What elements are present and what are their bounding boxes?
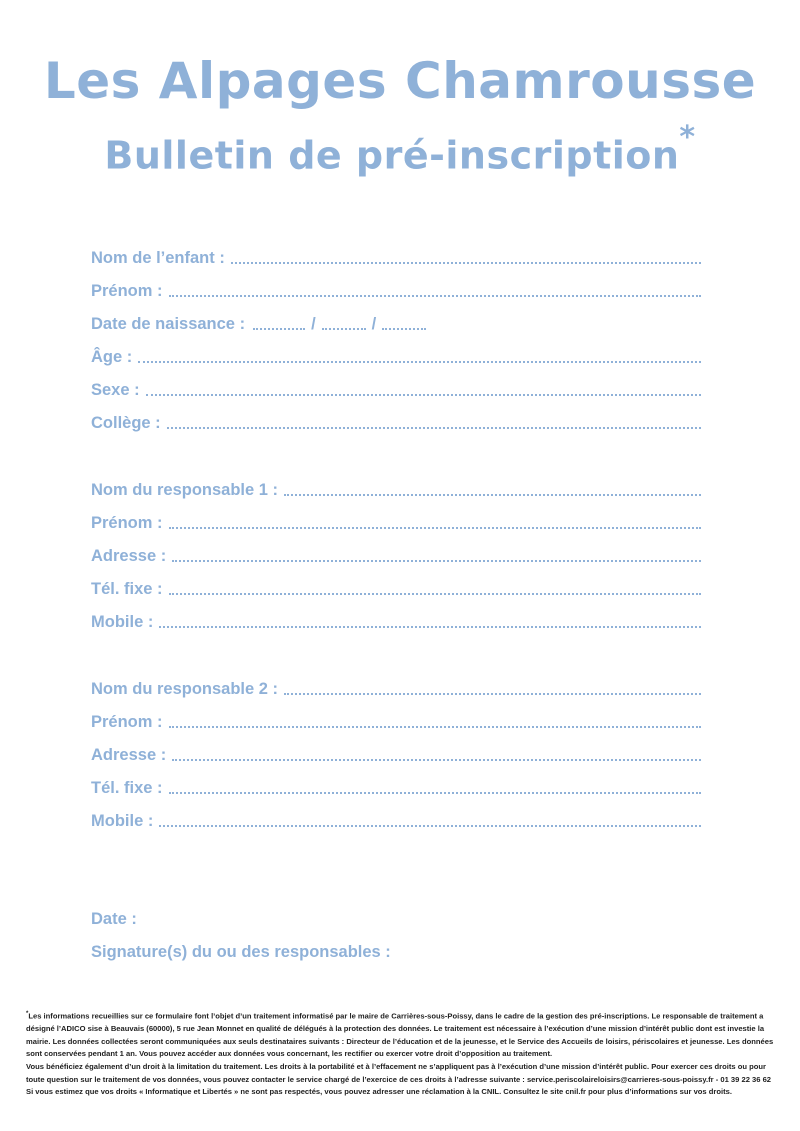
resp1-firstname-label: Prénom :	[91, 514, 163, 532]
resp1-phone-label: Tél. fixe :	[91, 580, 163, 598]
sex-field[interactable]	[91, 378, 701, 400]
footnote-paragraph-3: Si vous estimez que vos droits « Informatique et Libertés » ne sont pas respectés, vous pouvez adresser une réclamation à la CNIL. Consultez le site cnil.fr pour plus d’informations sur vos droits.	[26, 1087, 732, 1097]
child-name-label: Nom de l’enfant :	[91, 249, 225, 267]
resp2-mobile-field[interactable]	[91, 809, 701, 831]
resp1-name-field[interactable]	[91, 478, 701, 500]
page-subtitle	[0, 120, 800, 178]
resp2-phone-line[interactable]	[169, 787, 701, 794]
footnote-paragraph-2: Vous bénéficiez également d’un droit à la limitation du traitement. Les droits à la portabilité et à l’effacement ne s’appliquent pas à l’exécution d’une mission d’intérêt public. Pour exercer ces droits ou pour toute question sur le traitement de vos données, vous pouvez contacter le service chargé de l’exercice de ces droits à l’adresse suivante : service.periscolaireloisirs@carrieres-sous-poissy.fr - 01 39 22 36 62	[26, 1061, 772, 1084]
resp1-firstname-field[interactable]	[91, 511, 701, 533]
resp2-name-field[interactable]	[91, 677, 701, 699]
resp2-address-field[interactable]	[91, 743, 701, 765]
birthdate-separator: /	[371, 315, 377, 333]
resp2-firstname-line[interactable]	[169, 721, 701, 728]
resp2-mobile-label: Mobile :	[91, 812, 154, 830]
subtitle-text: Bulletin de pré-inscription	[104, 133, 680, 178]
resp2-firstname-label: Prénom :	[91, 713, 163, 731]
resp2-mobile-line[interactable]	[159, 820, 701, 827]
resp1-mobile-field[interactable]	[91, 610, 701, 632]
resp2-phone-label: Tél. fixe :	[91, 779, 163, 797]
child-firstname-line[interactable]	[169, 290, 701, 297]
resp1-mobile-label: Mobile :	[91, 613, 154, 631]
resp2-phone-field[interactable]	[91, 776, 701, 798]
birthdate-year-line[interactable]	[382, 323, 426, 330]
date-label: Date :	[91, 910, 137, 928]
resp2-name-line[interactable]	[284, 688, 701, 695]
subtitle-asterisk: *	[679, 120, 696, 155]
footnote-text-1: Les informations recueillies sur ce formulaire font l’objet d’un traitement informatisé par le maire de Carrières-sous-Poissy, dans le cadre de la gestion des pré-inscriptions. Le responsable de traitement a désigné l’ADICO sise à Beauvais (60000), 5 rue Jean Monnet en qualité de délégués à la protection des données. Le traitement est nécessaire à l’exécution d’une mission d’intérêt public dont est investie la mairie. Les données collectées seront communiquées aux seuls destinataires suivants : Directeur de l’éducation et de la jeunesse, et le Service des Accueils de loisirs, périscolaires et jeunesse. Les données sont conservées pendant 1 an. Vous pouvez accéder aux données vous concernant, les rectifier ou exercer votre droit d’opposition au traitement.	[26, 1011, 774, 1059]
resp1-mobile-line[interactable]	[159, 621, 701, 628]
sex-label: Sexe :	[91, 381, 140, 399]
birthdate-label: Date de naissance :	[91, 315, 246, 333]
resp1-name-line[interactable]	[284, 489, 701, 496]
child-firstname-field[interactable]	[91, 279, 701, 301]
college-field[interactable]	[91, 411, 701, 433]
signature-label: Signature(s) du ou des responsables :	[91, 943, 391, 961]
college-line[interactable]	[167, 422, 701, 429]
resp2-address-line[interactable]	[172, 754, 701, 761]
resp1-name-label: Nom du responsable 1 :	[91, 481, 279, 499]
resp2-address-label: Adresse :	[91, 746, 167, 764]
resp2-firstname-field[interactable]	[91, 710, 701, 732]
birthdate-separator: /	[311, 315, 316, 333]
birthdate-month-line[interactable]	[322, 323, 366, 330]
page-title: Les Alpages Chamrousse	[43, 52, 757, 110]
age-label: Âge :	[91, 348, 133, 366]
child-name-line[interactable]	[231, 257, 701, 264]
privacy-footnote	[26, 1008, 776, 1099]
resp1-phone-line[interactable]	[169, 588, 701, 595]
child-firstname-label: Prénom :	[91, 282, 163, 300]
birthdate-field[interactable]	[91, 312, 701, 334]
resp1-address-field[interactable]	[91, 544, 701, 566]
child-name-field[interactable]	[91, 246, 701, 268]
age-field[interactable]	[91, 345, 701, 367]
age-line[interactable]	[138, 356, 701, 363]
resp1-phone-field[interactable]	[91, 577, 701, 599]
resp1-firstname-line[interactable]	[169, 522, 701, 529]
resp1-address-line[interactable]	[172, 555, 701, 562]
footnote-paragraph-1	[26, 1008, 776, 1061]
birthdate-day-line[interactable]	[253, 323, 305, 330]
resp2-name-label: Nom du responsable 2 :	[91, 680, 279, 698]
resp1-address-label: Adresse :	[91, 547, 167, 565]
sex-line[interactable]	[146, 389, 701, 396]
college-label: Collège :	[91, 414, 161, 432]
footnote-asterisk: *	[26, 1011, 29, 1017]
